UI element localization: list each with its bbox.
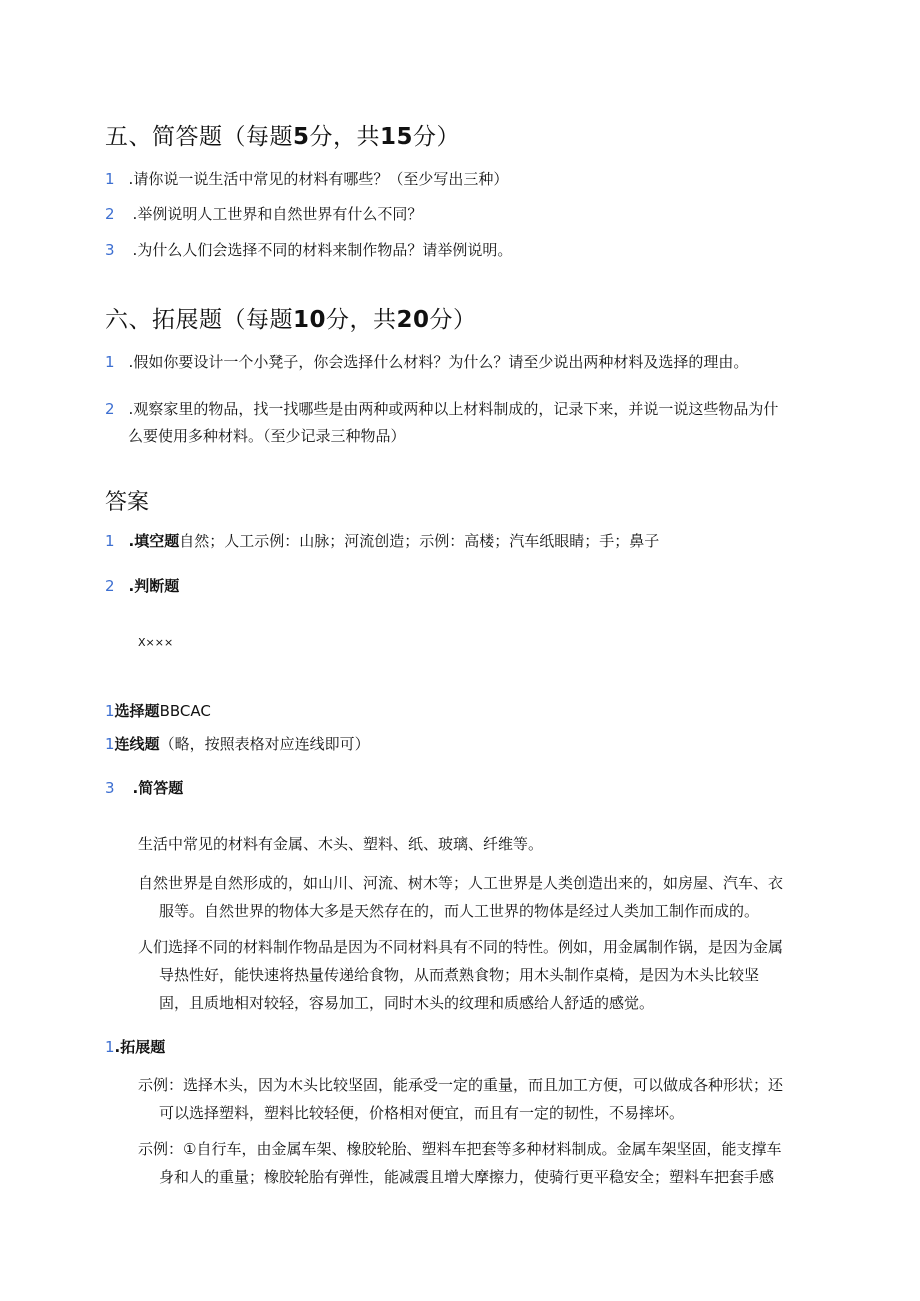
question-number: 2 xyxy=(105,400,115,418)
section6-question-2-cont: 么要使用多种材料。（至少记录三种物品） xyxy=(128,427,406,445)
section6-question-1 xyxy=(105,349,748,376)
extension-answer-1-line2: 可以选择塑料，塑料比较轻便，价格相对便宜，而且有一定的韧性，不易摔坏。 xyxy=(159,1104,685,1122)
answer-number: 1 xyxy=(105,1038,115,1056)
section6-title-post: 分） xyxy=(429,307,477,333)
answer-text: BBCAC xyxy=(159,702,211,720)
answer-label: .判断题 xyxy=(128,577,180,595)
extension-answer-1-line1: 示例：选择木头，因为木头比较坚固，能承受一定的重量，而且加工方便，可以做成各种形状；还 xyxy=(138,1076,784,1094)
extension-answer-2-line2: 身和人的重量；橡胶轮胎有弹性，能减震且增大摩擦力，使骑行更平稳安全；塑料车把套手感 xyxy=(159,1168,775,1186)
answer-label: .拓展题 xyxy=(114,1038,166,1056)
question-number: 1 xyxy=(105,170,115,188)
short-answer-3-line1: 人们选择不同的材料制作物品是因为不同材料具有不同的特性。例如，用金属制作锅，是因为金属 xyxy=(138,938,784,956)
section5-title-pre: 五、简答题（每题 xyxy=(105,124,293,150)
answer-fill-blank xyxy=(105,528,659,555)
answer-label: .简答题 xyxy=(132,779,184,797)
question-text: .请你说一说生活中常见的材料有哪些？（至少写出三种） xyxy=(128,170,509,188)
answer-true-false xyxy=(105,573,179,600)
question-number: 2 xyxy=(105,205,115,223)
answer-number: 2 xyxy=(105,577,115,595)
answer-label: .填空题 xyxy=(128,532,180,550)
section5-question-2 xyxy=(105,201,422,228)
question-text: .假如你要设计一个小凳子，你会选择什么材料？为什么？请至少说出两种材料及选择的理由。 xyxy=(128,353,749,371)
answer-extension xyxy=(105,1034,165,1061)
answer-number: 1 xyxy=(105,532,115,550)
short-answer-2-line2: 服等。自然世界的物体大多是天然存在的，而人工世界的物体是经过人类加工制作而成的。 xyxy=(159,902,760,920)
true-false-marks: X××× xyxy=(138,636,174,649)
question-text: .举例说明人工世界和自然世界有什么不同？ xyxy=(132,205,423,223)
answer-matching xyxy=(105,731,370,758)
answer-label: 选择题 xyxy=(114,702,160,720)
short-answer-1: 生活中常见的材料有金属、木头、塑料、纸、玻璃、纤维等。 xyxy=(138,835,544,853)
answer-number: 1 xyxy=(105,702,115,720)
answer-short xyxy=(105,775,183,802)
question-text: .观察家里的物品，找一找哪些是由两种或两种以上材料制成的，记录下来，并说一说这些物品为什 xyxy=(128,400,779,418)
answer-text: 自然；人工示例：山脉；河流创造；示例：高楼；汽车纸眼睛；手；鼻子 xyxy=(179,532,660,550)
question-number: 1 xyxy=(105,353,115,371)
section5-title-points: 5 xyxy=(293,124,310,150)
question-text: .为什么人们会选择不同的材料来制作物品？请举例说明。 xyxy=(132,241,513,259)
section6-title-total: 20 xyxy=(396,307,430,333)
extension-answer-2-line1: 示例：①自行车，由金属车架、橡胶轮胎、塑料车把套等多种材料制成。金属车架坚固，能支撑车 xyxy=(138,1140,782,1158)
answer-number: 1 xyxy=(105,735,115,753)
short-answer-3-line3: 固，且质地相对较轻，容易加工，同时木头的纹理和质感给人舒适的感觉。 xyxy=(159,994,655,1012)
short-answer-2-line1: 自然世界是自然形成的，如山川、河流、树木等；人工世界是人类创造出来的，如房屋、汽车、衣 xyxy=(138,874,784,892)
section6-title-mid: 分，共 xyxy=(326,307,397,333)
section5-question-1 xyxy=(105,166,508,193)
answers-heading: 答案 xyxy=(105,490,150,515)
section6-question-2 xyxy=(105,396,778,423)
section5-title-post: 分） xyxy=(413,124,461,150)
question-number: 3 xyxy=(105,241,115,259)
short-answer-3-line2: 导热性好，能快速将热量传递给食物，从而煮熟食物；用木头制作桌椅，是因为木头比较坚 xyxy=(159,966,760,984)
answer-text: （略，按照表格对应连线即可） xyxy=(159,735,370,753)
answer-multiple-choice xyxy=(105,698,211,725)
section5-title-mid: 分，共 xyxy=(309,124,381,150)
section6-title-pre: 六、拓展题（每题 xyxy=(105,307,293,333)
section5-question-3 xyxy=(105,237,512,264)
section6-title xyxy=(105,301,477,334)
answer-label: 连线题 xyxy=(114,735,160,753)
section5-title xyxy=(105,118,460,151)
answer-number: 3 xyxy=(105,779,115,797)
section5-title-total: 15 xyxy=(380,124,414,150)
section6-title-points: 10 xyxy=(293,307,327,333)
